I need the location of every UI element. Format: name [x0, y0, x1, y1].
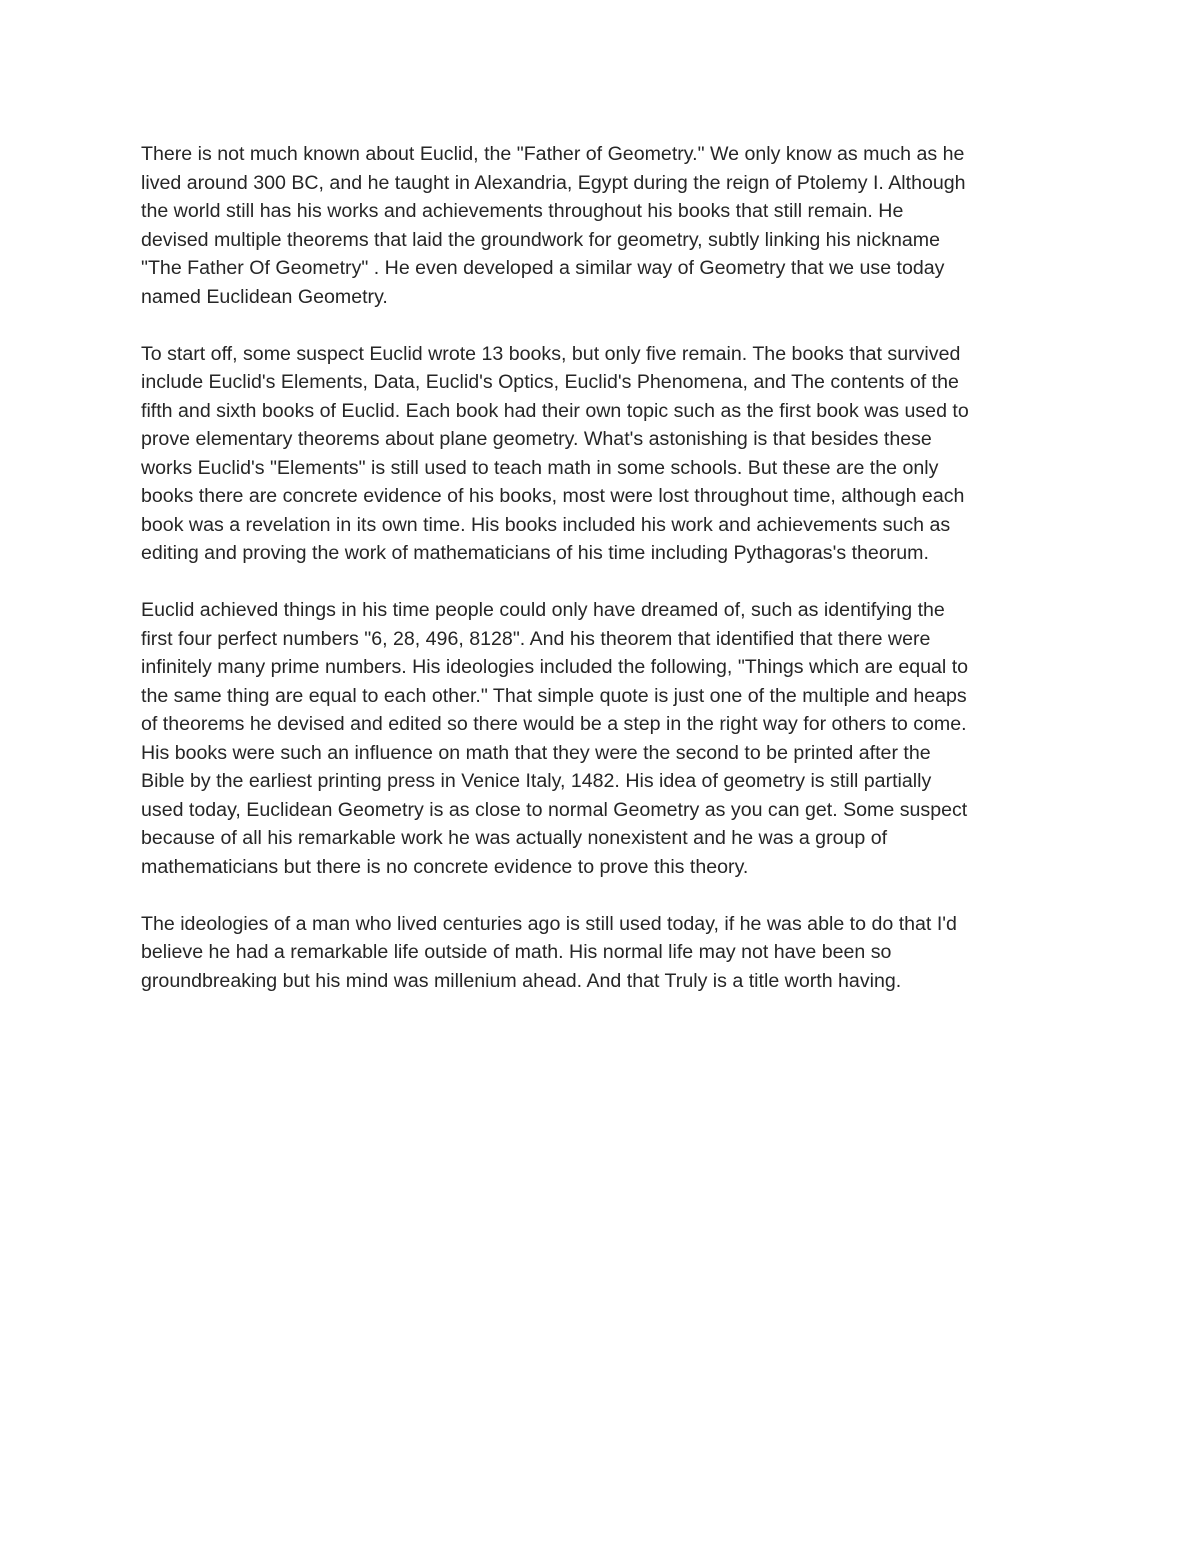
- text-line: first four perfect numbers "6, 28, 496, 8128". And his theorem that identified that there were: [141, 627, 931, 650]
- paragraph-4: [141, 910, 1076, 996]
- text-line: the same thing are equal to each other." That simple quote is just one of the multiple and heaps: [141, 684, 967, 707]
- text-line: editing and proving the work of mathematicians of his time including Pythagoras's theorum.: [141, 542, 929, 564]
- text-line: The ideologies of a man who lived centuries ago is still used today, if he was able to do that I'd: [141, 912, 957, 935]
- text-line: used today, Euclidean Geometry is as close to normal Geometry as you can get. Some suspect: [141, 798, 968, 821]
- text-line: believe he had a remarkable life outside of math. His normal life may not have been so: [141, 941, 892, 963]
- text-line: named Euclidean Geometry.: [141, 285, 388, 308]
- text-line: Bible by the earliest printing press in Venice Italy, 1482. His idea of geometry is still partially: [141, 770, 932, 792]
- text-line: Euclid achieved things in his time people could only have dreamed of, such as identifying the: [141, 599, 945, 621]
- paragraph-2: [141, 340, 1076, 568]
- text-line: books there are concrete evidence of his books, most were lost throughout time, although each: [141, 485, 965, 507]
- text-line: To start off, some suspect Euclid wrote 13 books, but only five remain. The books that survived: [141, 342, 961, 365]
- text-line: "The Father Of Geometry" . He even developed a similar way of Geometry that we use today: [141, 257, 945, 279]
- text-line: infinitely many prime numbers. His ideologies included the following, "Things which are equal to: [141, 656, 969, 678]
- text-line: mathematicians but there is no concrete evidence to prove this theory.: [141, 855, 749, 878]
- text-line: prove elementary theorems about plane geometry. What's astonishing is that besides these: [141, 428, 932, 450]
- paragraph-3: [141, 596, 1076, 881]
- text-line: the world still has his works and achievements throughout his books that still remain. He: [141, 200, 904, 222]
- paragraph-1: [141, 140, 1076, 311]
- text-line: fifth and sixth books of Euclid. Each book had their own topic such as the first book was used to: [141, 399, 969, 422]
- text-line: There is not much known about Euclid, the "Father of Geometry." We only know as much as he: [141, 143, 965, 165]
- text-line: lived around 300 BC, and he taught in Alexandria, Egypt during the reign of Ptolemy I. Although: [141, 171, 966, 194]
- document-body: [141, 140, 1076, 1024]
- text-line: devised multiple theorems that laid the groundwork for geometry, subtly linking his nickname: [141, 228, 941, 251]
- text-line: of theorems he devised and edited so there would be a step in the right way for others to come.: [141, 713, 967, 735]
- text-line: works Euclid's "Elements" is still used to teach math in some schools. But these are the only: [141, 456, 939, 479]
- text-line: include Euclid's Elements, Data, Euclid's Optics, Euclid's Phenomena, and The contents of the: [141, 371, 959, 393]
- text-line: groundbreaking but his mind was millenium ahead. And that Truly is a title worth having.: [141, 969, 902, 992]
- text-line: because of all his remarkable work he was actually nonexistent and he was a group of: [141, 827, 888, 849]
- text-line: book was a revelation in its own time. His books included his work and achievements such as: [141, 513, 951, 536]
- text-line: His books were such an influence on math that they were the second to be printed after the: [141, 741, 931, 764]
